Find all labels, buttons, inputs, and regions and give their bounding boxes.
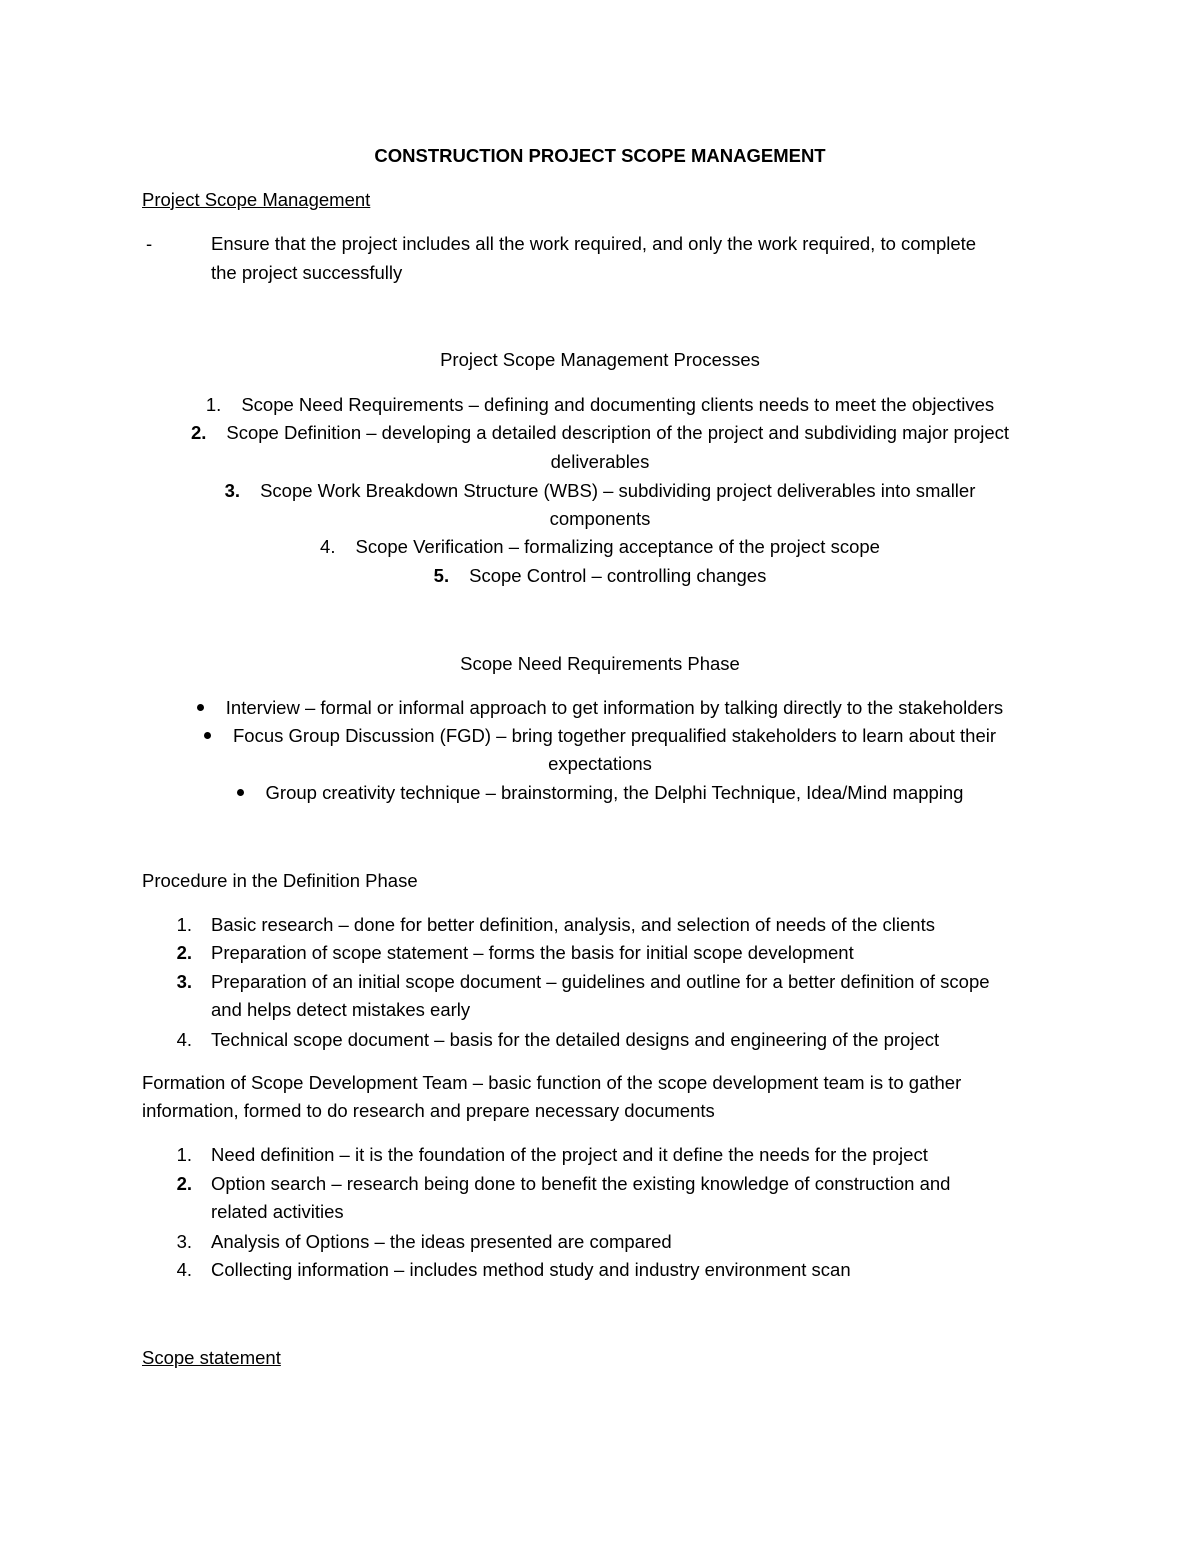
list-number: 1.: [176, 914, 192, 935]
bullet-text: Focus Group Discussion (FGD) – bring together prequalified stakeholders to learn about their: [233, 725, 996, 746]
bullet-item: [0, 781, 1200, 805]
list-text: Preparation of an initial scope document – guidelines and outline for a better definition of scope: [211, 971, 990, 992]
bullet-item-continued: expectations: [548, 753, 652, 774]
bullet-icon: [197, 704, 204, 711]
dash-item-line-continued: the project successfully: [211, 262, 403, 283]
list-number: 4.: [176, 1029, 192, 1050]
list-item: [0, 564, 1200, 588]
list-text-continued: and helps detect mistakes early: [211, 999, 471, 1020]
list-item: [0, 479, 1200, 503]
list-text: Scope Control – controlling changes: [469, 565, 767, 586]
list-text: Scope Work Breakdown Structure (WBS) – subdividing project deliverables into smaller: [260, 480, 976, 501]
list-number: 4.: [176, 1259, 192, 1280]
bullet-item: [0, 724, 1200, 748]
list-text: Collecting information – includes method study and industry environment scan: [211, 1259, 851, 1280]
list-item-continued: deliverables: [550, 451, 650, 472]
dash-item-line: Ensure that the project includes all the work required, and only the work required, to complete: [211, 233, 977, 254]
list-text: Need definition – it is the foundation of the project and it define the needs for the project: [211, 1144, 928, 1165]
list-item: [0, 421, 1200, 445]
list-text: Option search – research being done to benefit the existing knowledge of construction and: [211, 1173, 951, 1194]
list-number: 2.: [190, 422, 207, 443]
list-text: Scope Definition – developing a detailed description of the project and subdividing major project: [226, 422, 1010, 443]
list-text: Scope Verification – formalizing acceptance of the project scope: [355, 536, 880, 557]
section-heading-processes: Project Scope Management Processes: [440, 349, 760, 370]
list-number: 2.: [176, 1173, 192, 1194]
section-heading-need-requirements: Scope Need Requirements Phase: [460, 653, 740, 674]
list-number: 3.: [224, 480, 241, 501]
list-number: 3.: [176, 1231, 192, 1252]
list-text: Basic research – done for better definition, analysis, and selection of needs of the clients: [211, 914, 935, 935]
paragraph-line: information, formed to do research and prepare necessary documents: [142, 1100, 715, 1121]
list-item: [0, 535, 1200, 559]
list-number: 4.: [320, 536, 336, 557]
document-title: CONSTRUCTION PROJECT SCOPE MANAGEMENT: [374, 145, 826, 166]
bullet-icon: [204, 732, 211, 739]
bullet-icon: [237, 789, 244, 796]
list-number: 5.: [433, 565, 450, 586]
section-heading-definition-phase: Procedure in the Definition Phase: [142, 870, 418, 891]
list-text: Scope Need Requirements – defining and documenting clients needs to meet the objectives: [241, 394, 995, 415]
list-number: 1.: [176, 1144, 192, 1165]
bullet-item: [0, 696, 1200, 720]
list-text: Technical scope document – basis for the detailed designs and engineering of the project: [211, 1029, 940, 1050]
list-number: 1.: [205, 394, 222, 415]
section-heading-scope-management: Project Scope Management: [142, 189, 371, 210]
list-text-continued: related activities: [211, 1201, 344, 1222]
list-text: Analysis of Options – the ideas presented are compared: [211, 1231, 672, 1252]
list-item: [0, 393, 1200, 417]
dash-marker: -: [146, 233, 153, 254]
paragraph-line: Formation of Scope Development Team – basic function of the scope development team is to gather: [142, 1072, 962, 1093]
list-number: 2.: [176, 942, 192, 963]
list-number: 3.: [176, 971, 192, 992]
section-heading-scope-statement: Scope statement: [142, 1347, 281, 1368]
list-item-continued: components: [549, 508, 651, 529]
bullet-text: Group creativity technique – brainstorming, the Delphi Technique, Idea/Mind mapping: [265, 782, 964, 803]
list-text: Preparation of scope statement – forms the basis for initial scope development: [211, 942, 854, 963]
bullet-text: Interview – formal or informal approach to get information by talking directly to the stakeholders: [225, 697, 1004, 718]
